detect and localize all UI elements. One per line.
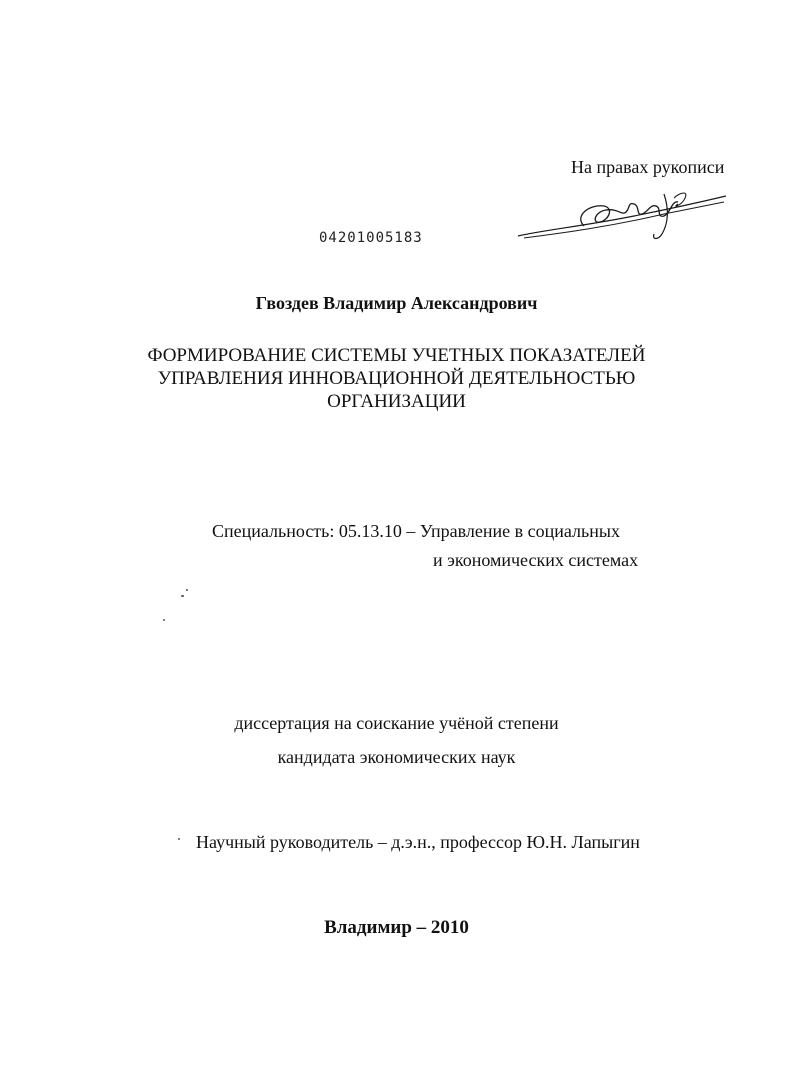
title-line: УПРАВЛЕНИЯ ИННОВАЦИОННОЙ ДЕЯТЕЛЬНОСТЬЮ (157, 368, 636, 389)
title-line: ОРГАНИЗАЦИИ (327, 391, 466, 412)
scan-speck (178, 838, 180, 840)
title-line: ФОРМИРОВАНИЕ СИСТЕМЫ УЧЕТНЫХ ПОКАЗАТЕЛЕЙ (147, 345, 646, 366)
degree-line-1: диссертация на соискание учёной степени (234, 713, 559, 733)
degree-statement (0, 706, 793, 774)
archive-number: 04201005183 (319, 230, 423, 246)
specialty-line-2: и экономических системах (433, 550, 639, 570)
place-and-year: Владимир – 2010 (324, 917, 469, 938)
scientific-supervisor: Научный руководитель – д.э.н., профессор Ю.Н. Лапыгин (196, 832, 640, 852)
degree-line-2: кандидата экономических наук (277, 747, 516, 767)
scan-speck (163, 619, 165, 621)
dissertation-title (0, 344, 793, 413)
handwritten-signature-icon (514, 186, 728, 246)
rights-notice: На правах рукописи (571, 157, 725, 177)
specialty-line-1: Специальность: 05.13.10 – Управление в социальных (212, 521, 620, 541)
author-name: Гвоздев Владимир Александрович (255, 293, 538, 313)
scan-speck (186, 589, 188, 591)
scan-speck (181, 595, 184, 597)
